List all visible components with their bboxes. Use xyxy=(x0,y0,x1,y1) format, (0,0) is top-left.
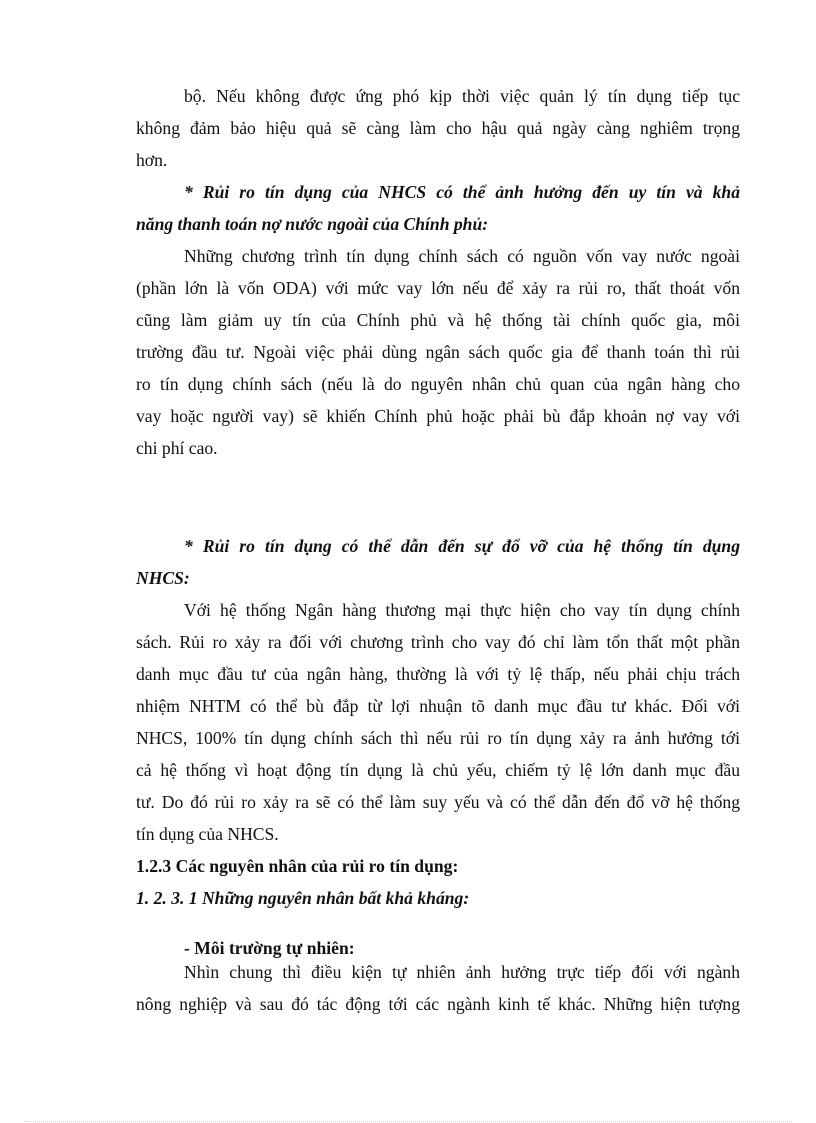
paragraph-4-line-2: nông nghiệp và sau đó tác động tới các ngành kinh tế khác. Những hiện tượng xyxy=(136,994,740,1014)
paragraph-2-line-3: cũng làm giảm uy tín của Chính phủ và hệ thống tài chính quốc gia, môi xyxy=(136,310,740,330)
page-bottom-rule xyxy=(24,1121,792,1122)
paragraph-3-line-5: NHCS, 100% tín dụng chính sách thì nếu rủi ro tín dụng xảy ra ảnh hưởng tới xyxy=(136,728,740,748)
paragraph-3-line-7: tư. Do đó rủi ro xảy ra sẽ có thể làm suy yếu và có thể dẫn đến đổ vỡ hệ thống xyxy=(136,792,740,812)
paragraph-2-line-7: chi phí cao. xyxy=(136,438,218,458)
section-heading: 1.2.3 Các nguyên nhân của rủi ro tín dụng: xyxy=(136,856,459,876)
paragraph-2-line-4: trường đầu tư. Ngoài việc phải dùng ngân sách quốc gia để thanh toán thì rủi xyxy=(136,342,740,362)
paragraph-3-line-2: sách. Rủi ro xảy ra đối với chương trình cho vay đó chỉ làm tổn thất một phần xyxy=(136,632,740,652)
paragraph-2-line-5: ro tín dụng chính sách (nếu là do nguyên nhân chủ quan của ngân hàng cho xyxy=(136,374,740,394)
item-heading: - Môi trường tự nhiên: xyxy=(184,938,355,958)
heading-1-line-2: năng thanh toán nợ nước ngoài của Chính phủ: xyxy=(136,214,489,234)
paragraph-4-line-1: Nhìn chung thì điều kiện tự nhiên ảnh hưởng trực tiếp đối với ngành xyxy=(184,962,740,982)
paragraph-3-line-4: nhiệm NHTM có thể bù đắp từ lợi nhuận tõ danh mục đầu tư khác. Đối với xyxy=(136,696,740,716)
paragraph-3-line-1: Với hệ thống Ngân hàng thương mại thực hiện cho vay tín dụng chính xyxy=(184,600,740,620)
heading-2-line-1: * Rủi ro tín dụng có thể dẫn đến sự đổ vỡ của hệ thống tín dụng xyxy=(184,536,740,556)
paragraph-2-line-2: (phần lớn là vốn ODA) với mức vay lớn nếu để xảy ra rủi ro, thất thoát vốn xyxy=(136,278,740,298)
paragraph-1-line-2: không đảm bảo hiệu quả sẽ càng làm cho hậu quả ngày càng nghiêm trọng xyxy=(136,118,740,138)
paragraph-2-line-6: vay hoặc người vay) sẽ khiến Chính phủ hoặc phải bù đắp khoản nợ vay với xyxy=(136,406,740,426)
paragraph-3-line-3: danh mục đầu tư của ngân hàng, thường là với tỷ lệ thấp, nếu phải chịu trách xyxy=(136,664,740,684)
subsection-heading: 1. 2. 3. 1 Những nguyên nhân bất khả kháng: xyxy=(136,888,470,908)
paragraph-2-line-1: Những chương trình tín dụng chính sách có nguồn vốn vay nước ngoài xyxy=(184,246,740,266)
heading-1-line-1: * Rủi ro tín dụng của NHCS có thể ảnh hưởng đến uy tín và khả xyxy=(184,182,740,202)
paragraph-3-line-8: tín dụng của NHCS. xyxy=(136,824,279,844)
heading-2-line-2: NHCS: xyxy=(136,568,190,588)
paragraph-3-line-6: cả hệ thống vì hoạt động tín dụng là chủ yếu, chiếm tỷ lệ lớn danh mục đầu xyxy=(136,760,740,780)
paragraph-1-line-3: hơn. xyxy=(136,150,168,170)
paragraph-1-line-1: bộ. Nếu không được ứng phó kịp thời việc quản lý tín dụng tiếp tục xyxy=(184,86,740,106)
